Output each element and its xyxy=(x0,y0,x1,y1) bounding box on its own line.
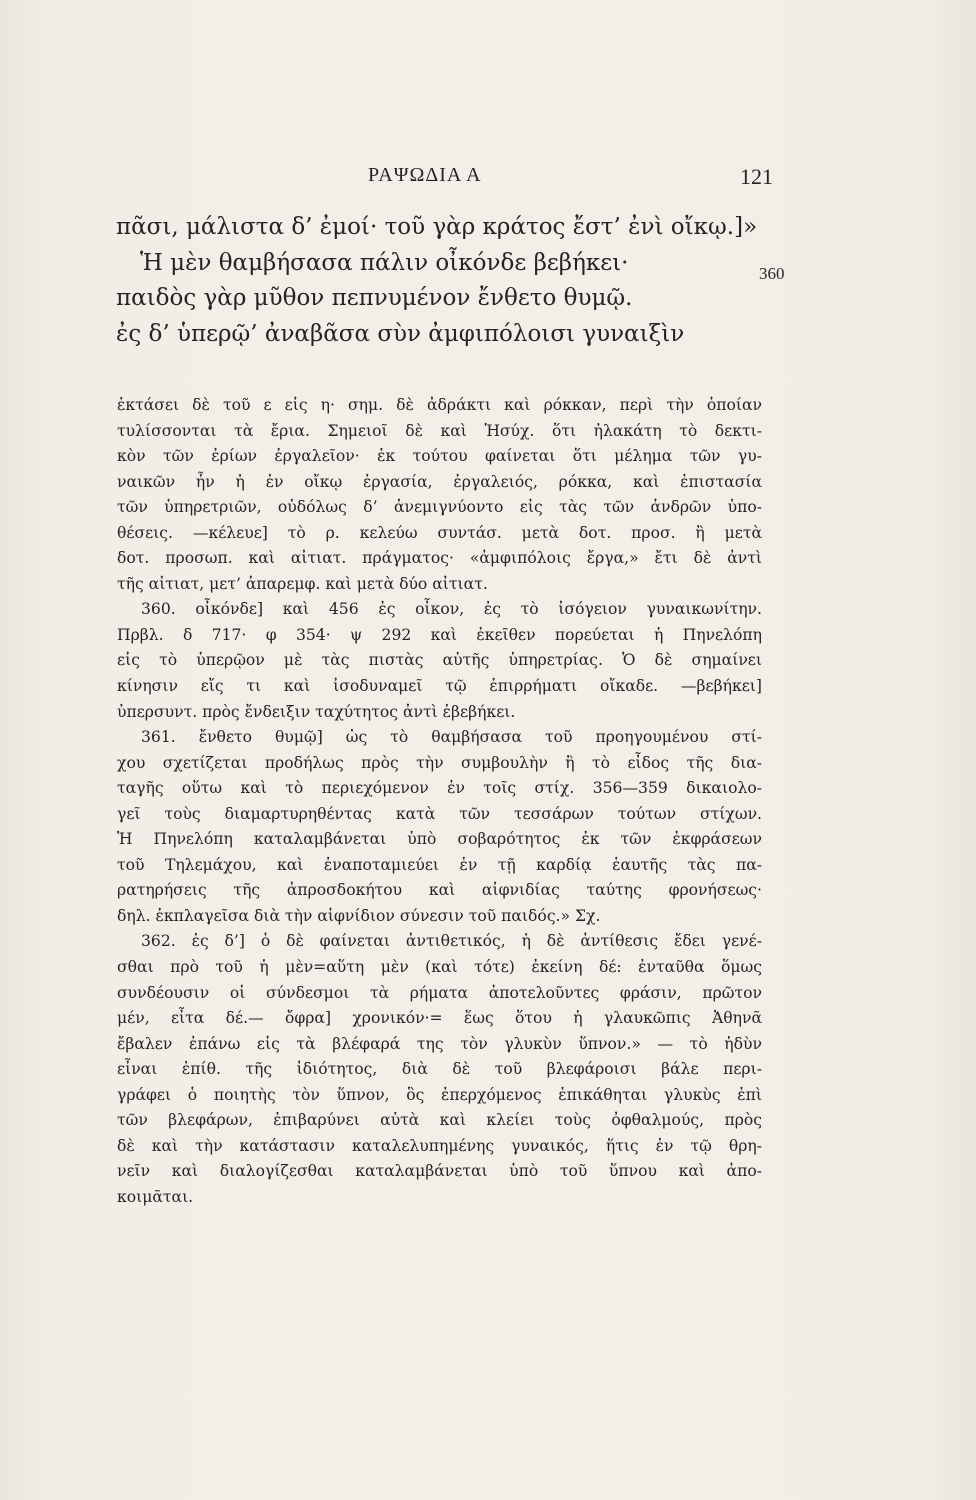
commentary-line: ἔβαλεν ἐπάνω εἰς τὰ βλέφαρά της τὸν γλυκὺν ὕπνον.» — τὸ ἡδὺν xyxy=(117,1034,762,1053)
commentary-line: Πρβλ. δ 717· φ 354· ψ 292 καὶ ἐκεῖθεν πορεύεται ἡ Πηνελόπη xyxy=(117,625,762,644)
commentary-line: εἰς τὸ ὑπερῷον μὲ τὰς πιστὰς αὐτῆς ὑπηρετρίας. Ὁ δὲ σημαίνει xyxy=(117,651,762,670)
verse-line: ἐς δ’ ὑπερῷ’ ἀναβᾶσα σὺν ἀμφιπόλοισι γυναιξὶν xyxy=(116,320,685,347)
commentary-line: τοῦ Τηλεμάχου, καὶ ἐναποταμιεύει ἐν τῇ καρδίᾳ ἑαυτῆς τὰς πα- xyxy=(117,855,762,874)
commentary-line: 362. ἐς δ’] ὁ δὲ φαίνεται ἀντιθετικός, ἡ δὲ ἀντίθεσις ἔδει γενέ- xyxy=(141,932,762,951)
page-number: 121 xyxy=(740,164,773,189)
commentary-line: νεῖν καὶ διαλογίζεσθαι καταλαμβάνεται ὑπὸ τοῦ ὕπνου καὶ ἀπο- xyxy=(117,1162,762,1181)
commentary-line: ταγῆς οὕτω καὶ τὸ περιεχόμενον ἐν τοῖς στίχ. 356—359 δικαιολο- xyxy=(117,779,762,798)
commentary-line: δὲ καὶ τὴν κατάστασιν καταλελυπημένης γυναικός, ἥτις ἐν τῷ θρη- xyxy=(117,1136,762,1155)
commentary-line: τῆς αἰτιατ, μετ’ ἀπαρεμφ. καὶ μετὰ δύο αἰτιατ. xyxy=(117,574,488,593)
commentary-line: ὑπερσυντ. πρὸς ἔνδειξιν ταχύτητος ἀντὶ ἐβεβήκει. xyxy=(117,702,516,721)
verse-line: παιδὸς γὰρ μῦθον πεπνυμένον ἔνθετο θυμῷ. xyxy=(116,285,633,311)
commentary-line: τῶν ὑπηρετριῶν, οὐδόλως δ’ ἀνεμιγνύοντο εἰς τὰς τῶν ἀνδρῶν ὑπο- xyxy=(117,498,762,517)
commentary-line: 361. ἔνθετο θυμῷ] ὡς τὸ θαμβήσασα τοῦ προηγουμένου στί- xyxy=(141,728,762,747)
verse-line: πᾶσι, μάλιστα δ’ ἐμοί· τοῦ γὰρ κράτος ἔστ’ ἐνὶ οἴκῳ.]» xyxy=(116,214,758,240)
commentary-line: γράφει ὁ ποιητὴς τὸν ὕπνον, ὃς ἐπερχόμενος ἐπικάθηται γλυκὺς ἐπὶ xyxy=(117,1085,762,1104)
commentary-line: εἶναι ἐπίθ. τῆς ἰδιότητος, διὰ δὲ τοῦ βλεφάροισι βάλε περι- xyxy=(117,1060,762,1079)
commentary-line: κοιμᾶται. xyxy=(117,1187,194,1206)
commentary-line: δηλ. ἐκπλαγεῖσα διὰ τὴν αἰφνίδιον σύνεσιν τοῦ παιδός.» Σχ. xyxy=(117,906,601,925)
commentary-line: 360. οἶκόνδε] καὶ 456 ἐς οἶκον, ἐς τὸ ἰσόγειον γυναικωνίτην. xyxy=(141,600,762,619)
commentary-line: ἐκτάσει δὲ τοῦ ε εἰς η· σημ. δὲ ἀδράκτι καὶ ρόκκαν, περὶ τὴν ὁποίαν xyxy=(117,396,762,414)
commentary-line: τῶν βλεφάρων, ἐπιβαρύνει αὐτὰ καὶ κλείει τοὺς ὀφθαλμούς, πρὸς xyxy=(117,1111,762,1130)
verse-line: Ἡ μὲν θαμβήσασα πάλιν οἶκόνδε βεβήκει· xyxy=(140,249,629,276)
commentary-line: δοτ. προσωπ. καὶ αἰτιατ. πράγματος· «ἀμφιπόλοις ἔργα,» ἔτι δὲ ἀντὶ xyxy=(117,549,762,568)
commentary-block xyxy=(117,393,762,1211)
commentary-line: μέν, εἶτα δέ.— ὄφρα] χρονικόν·= ἕως ὅτου ἡ γλαυκῶπις Ἀθηνᾶ xyxy=(117,1009,762,1028)
commentary-line: σθαι πρὸ τοῦ ἡ μὲν=αὕτη μὲν (καὶ τότε) ἐκείνη δέ: ἐνταῦθα ὅμως xyxy=(117,958,762,977)
commentary-line: συνδέουσιν οἱ σύνδεσμοι τὰ ρήματα ἀποτελοῦντες φράσιν, πρῶτον xyxy=(117,983,762,1002)
commentary-line: κὸν τῶν ἐρίων ἐργαλεῖον· ἐκ τούτου φαίνεται ὅτι μέλημα τῶν γυ- xyxy=(117,447,762,466)
commentary-line: τυλίσσονται τὰ ἔρια. Σημειοῖ δὲ καὶ Ἡσύχ. ὅτι ἠλακάτη τὸ δεκτι- xyxy=(117,421,762,440)
commentary-line: κίνησιν εἴς τι καὶ ἰσοδυναμεῖ τῷ ἐπιρρήματι οἴκαδε. —βεβήκει] xyxy=(117,677,762,696)
verse-line-number: 360 xyxy=(759,264,785,283)
page-header xyxy=(0,164,976,194)
commentary-line: χου σχετίζεται προδήλως πρὸς τὴν συμβουλὴν ἢ τὸ εἶδος τῆς δια- xyxy=(117,753,762,772)
commentary-line: γεῖ τοὺς διαμαρτυρηθέντας κατὰ τῶν τεσσάρων τούτων στίχων. xyxy=(117,804,762,823)
running-title: ΡΑΨΩΔΙΑ Α xyxy=(368,164,482,186)
verse-text xyxy=(116,210,856,352)
commentary-line: ναικῶν ἦν ἡ ἐν οἴκῳ ἐργασία, ἐργαλειός, ρόκκα, καὶ ἐπιστασία xyxy=(117,472,762,491)
commentary-line: Ἡ Πηνελόπη καταλαμβάνεται ὑπὸ σοβαρότητος ἐκ τῶν ἐκφράσεων xyxy=(117,830,762,849)
commentary-line: ρατηρήσεις τῆς ἀπροσδοκήτου καὶ αἰφνιδίας ταύτης φρονήσεως· xyxy=(117,881,762,900)
commentary-line: θέσεις. —κέλευε] τὸ ρ. κελεύω συντάσ. μετὰ δοτ. προσ. ἢ μετὰ xyxy=(117,523,762,542)
